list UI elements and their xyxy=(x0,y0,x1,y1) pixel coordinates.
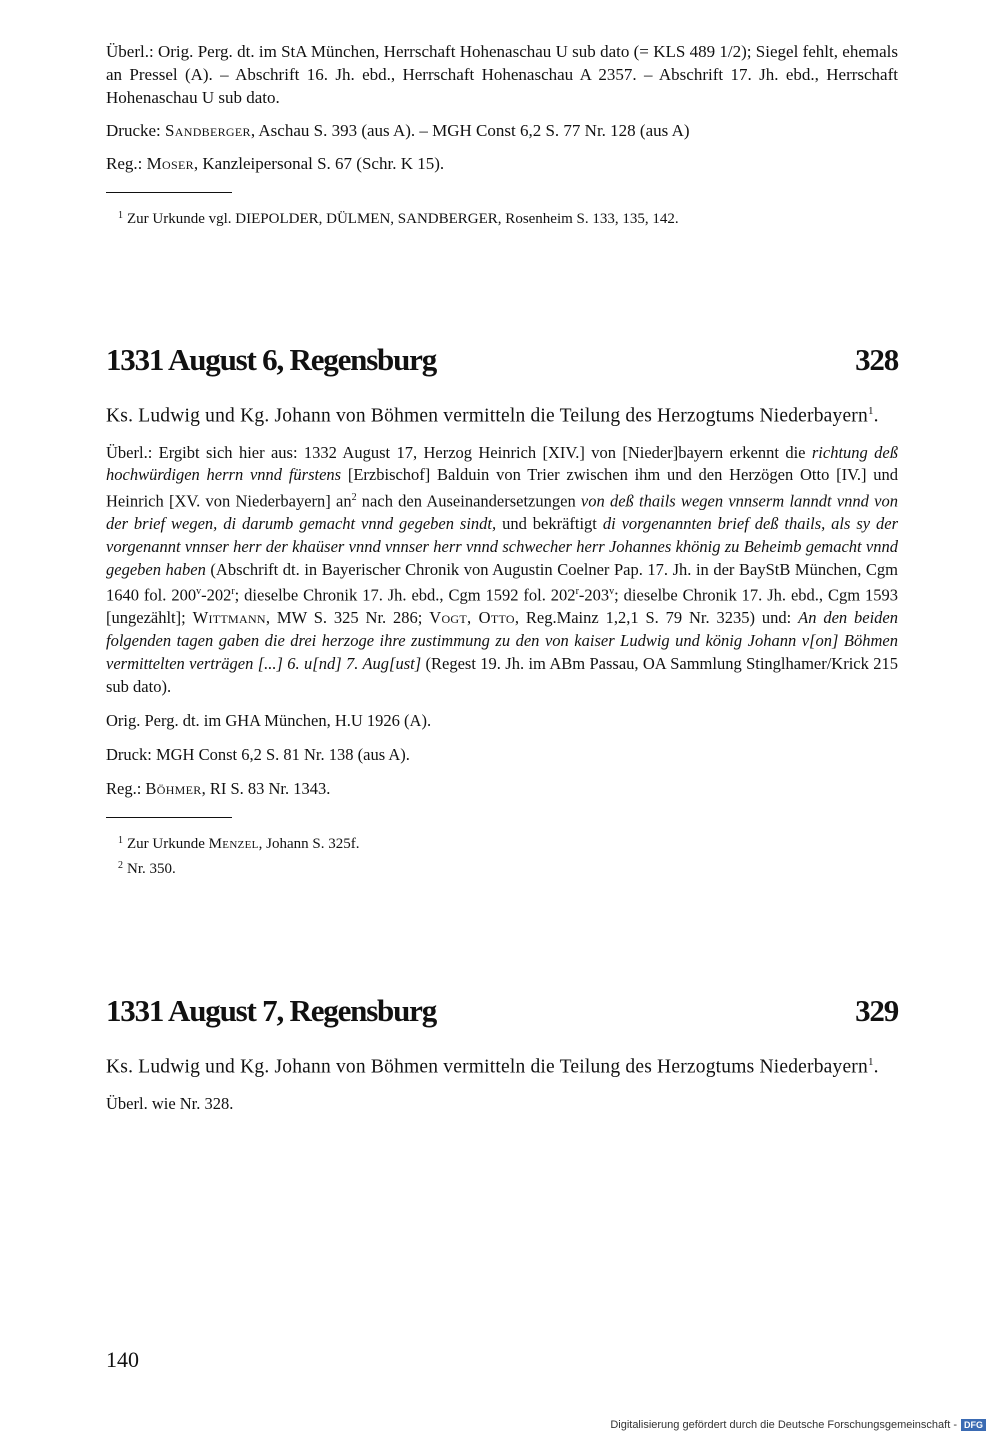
entry-date-place: 1331 August 7, Regensburg xyxy=(106,993,436,1029)
regesta-note: Reg.: Moser, Kanzleipersonal S. 67 (Schr. K 15). xyxy=(106,154,445,173)
entry-heading xyxy=(106,992,898,1030)
entry-heading xyxy=(106,341,898,379)
entry-329 xyxy=(106,992,898,1115)
prints-note: Drucke: Sandberger, Aschau S. 393 (aus A). – MGH Const 6,2 S. 77 Nr. 128 (aus A) xyxy=(106,121,690,140)
footnote: $^1$ Zur Urkunde vgl. DIEPOLDER, DÜLMEN, SANDBERGER, Rosenheim S. 133, 135, 142. xyxy=(118,210,679,227)
entry-328 xyxy=(106,341,898,880)
footnote-divider xyxy=(106,817,232,818)
previous-entry-tail xyxy=(106,40,898,230)
funding-credit xyxy=(610,1419,986,1431)
funding-credit-text: Digitalisierung gefördert durch die Deutsche Forschungsgemeinschaft - xyxy=(610,1419,957,1431)
transmission-note: Überl.: Ergibt sich hier aus: 1332 August 17, Herzog Heinrich [XIV.] von [Nieder]bayern erkennt die richtung deß hochwürdigen herrn vnnd fürstens [Erzbischof] Balduin von Trier zwischen ihm und den Herzögen Otto [IV.] und Heinrich [XV. von Niederbayern] $an^2$ nach den Auseinandersetzungen von deß thails wegen vnnserm lanndt vnnd von der brief wegen, di darumb gemacht vnnd gegeben sindt, und bekräftigt di vorgenannten brief deß thails, als sy der vorgenannt vnnser herr der khaüser vnnd vnnser herr vnnd schwecher herr Johannes khönig zu Beheimb gemacht vnnd gegeben haben (Abschrift dt. in Bayerischer Chronik von Augustin Coelner Pap. 17. Jh. in der BayStB München, Cgm 1640 fol. 200$^v$-202$^r$; dieselbe Chronik 17. Jh. ebd., Cgm 1592 fol. 202$^r$-203$^v$; dieselbe Chronik 17. Jh. ebd., Cgm 1593 [ungezählt]; Wittmann, MW S. 325 Nr. 286; Vogt, Otto, Reg.Mainz 1,2,1 S. 79 Nr. 3235) und: An den beiden folgenden tagen gaben die drei herzoge ihre zustimmung zu den von kaiser Ludwig und könig Johann v[on] Böhmen vermittelten verträgen [...] 6. u[nd] 7. Aug[ust] (Regest 19. Jh. im ABm Passau, OA Sammlung Stinglhamer/Krick 215 sub dato). xyxy=(106,442,899,696)
regesta-note: Reg.: Böhmer, RI S. 83 Nr. 1343. xyxy=(106,779,331,799)
footnote: $^1$ Zur Urkunde Menzel, Johann S. 325f. xyxy=(118,835,360,853)
dfg-logo: DFG xyxy=(961,1419,986,1431)
page-number: 140 xyxy=(106,1347,139,1372)
regest-text: Ks. Ludwig und Kg. Johann von Böhmen vermitteln die Teilung des Herzogtums Niederbayern$^1$. xyxy=(106,1056,879,1078)
regest-text: Ks. Ludwig und Kg. Johann von Böhmen vermitteln die Teilung des Herzogtums Niederbayern$^1$. xyxy=(106,405,879,427)
entry-number: 328 xyxy=(855,342,898,377)
document-page xyxy=(106,40,898,1115)
footnote-divider xyxy=(106,192,232,193)
transmission-note: Überl. wie Nr. 328. xyxy=(106,1093,234,1113)
entry-number: 329 xyxy=(855,993,898,1029)
footnote: $^2$ Nr. 350. xyxy=(118,860,176,878)
original-note: Orig. Perg. dt. im GHA München, H.U 1926 (A). xyxy=(106,711,432,731)
print-note: Druck: MGH Const 6,2 S. 81 Nr. 138 (aus A). xyxy=(106,745,410,765)
entry-date-place: 1331 August 6, Regensburg xyxy=(106,342,436,377)
transmission-note: Überl.: Orig. Perg. dt. im StA München, Herrschaft Hohenaschau U sub dato (= KLS 489 1/2); Siegel fehlt, ehemals an Pressel (A). – Abschrift 16. Jh. ebd., Herrschaft Hohenaschau A 2357. – Abschrift 17. Jh. ebd., Herrschaft Hohenaschau U sub dato. xyxy=(106,42,898,107)
